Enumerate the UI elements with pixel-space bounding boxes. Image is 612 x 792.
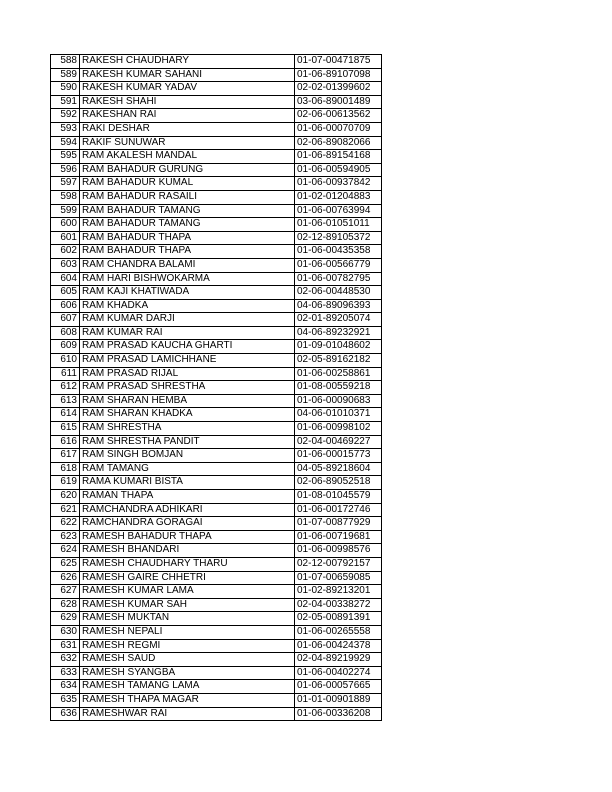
table-row [51, 394, 382, 408]
name-cell: RAM CHANDRA BALAMI [80, 258, 295, 272]
serial-number-cell: 610 [51, 354, 80, 368]
id-number-cell: 01-06-00782795 [295, 272, 382, 286]
serial-number-cell: 595 [51, 150, 80, 164]
serial-number-cell: 590 [51, 82, 80, 96]
id-number-cell: 02-06-89082066 [295, 136, 382, 150]
name-cell: RAM BAHADUR TAMANG [80, 204, 295, 218]
table-row [51, 190, 382, 204]
id-number-cell: 04-06-89232921 [295, 326, 382, 340]
table-row [51, 693, 382, 707]
id-number-cell: 01-06-00937842 [295, 177, 382, 191]
name-cell: RAM BAHADUR TAMANG [80, 218, 295, 232]
serial-number-cell: 621 [51, 503, 80, 517]
name-cell: RAKI DESHAR [80, 122, 295, 136]
id-number-cell: 02-05-89162182 [295, 354, 382, 368]
table-row [51, 55, 382, 69]
table-row [51, 354, 382, 368]
serial-number-cell: 602 [51, 245, 80, 259]
serial-number-cell: 627 [51, 585, 80, 599]
table-row [51, 122, 382, 136]
name-cell: RAM BAHADUR THAPA [80, 231, 295, 245]
name-cell: RAM SHARAN HEMBA [80, 394, 295, 408]
table-row [51, 680, 382, 694]
serial-number-cell: 594 [51, 136, 80, 150]
table-row [51, 625, 382, 639]
id-number-cell: 02-06-00448530 [295, 286, 382, 300]
id-number-cell: 01-06-00719681 [295, 530, 382, 544]
name-cell: RAKESH SHAHI [80, 95, 295, 109]
name-cell: RAMESH NEPALI [80, 625, 295, 639]
id-number-cell: 03-06-89001489 [295, 95, 382, 109]
table-row [51, 231, 382, 245]
id-number-cell: 02-02-01399602 [295, 82, 382, 96]
table-row [51, 326, 382, 340]
serial-number-cell: 617 [51, 449, 80, 463]
roster-table [50, 54, 382, 721]
id-number-cell: 01-06-00057665 [295, 680, 382, 694]
id-number-cell: 01-07-00877929 [295, 517, 382, 531]
table-row [51, 95, 382, 109]
table-row [51, 245, 382, 259]
id-number-cell: 02-12-00792157 [295, 557, 382, 571]
name-cell: RAMESH GAIRE CHHETRI [80, 571, 295, 585]
table-row [51, 82, 382, 96]
name-cell: RAKESH CHAUDHARY [80, 55, 295, 69]
name-cell: RAMESH SYANGBA [80, 666, 295, 680]
id-number-cell: 02-06-00613562 [295, 109, 382, 123]
table-row [51, 150, 382, 164]
name-cell: RAM BAHADUR KUMAL [80, 177, 295, 191]
id-number-cell: 01-08-01045579 [295, 490, 382, 504]
id-number-cell: 01-06-01051011 [295, 218, 382, 232]
serial-number-cell: 635 [51, 693, 80, 707]
id-number-cell: 01-06-00763994 [295, 204, 382, 218]
table-row [51, 340, 382, 354]
table-row [51, 557, 382, 571]
serial-number-cell: 616 [51, 435, 80, 449]
serial-number-cell: 619 [51, 476, 80, 490]
id-number-cell: 01-06-00435358 [295, 245, 382, 259]
serial-number-cell: 618 [51, 462, 80, 476]
table-row [51, 408, 382, 422]
roster-table-body [51, 55, 382, 721]
id-number-cell: 01-06-00265558 [295, 625, 382, 639]
id-number-cell: 01-07-00471875 [295, 55, 382, 69]
table-row [51, 258, 382, 272]
serial-number-cell: 605 [51, 286, 80, 300]
serial-number-cell: 603 [51, 258, 80, 272]
table-row [51, 204, 382, 218]
name-cell: RAM SHRESTHA PANDIT [80, 435, 295, 449]
serial-number-cell: 599 [51, 204, 80, 218]
id-number-cell: 01-06-00566779 [295, 258, 382, 272]
serial-number-cell: 592 [51, 109, 80, 123]
table-row [51, 367, 382, 381]
table-row [51, 598, 382, 612]
name-cell: RAM TAMANG [80, 462, 295, 476]
serial-number-cell: 630 [51, 625, 80, 639]
serial-number-cell: 626 [51, 571, 80, 585]
serial-number-cell: 613 [51, 394, 80, 408]
name-cell: RAMAN THAPA [80, 490, 295, 504]
table-row [51, 136, 382, 150]
id-number-cell: 01-06-00402274 [295, 666, 382, 680]
table-row [51, 109, 382, 123]
id-number-cell: 04-06-01010371 [295, 408, 382, 422]
serial-number-cell: 633 [51, 666, 80, 680]
name-cell: RAMESH MUKTAN [80, 612, 295, 626]
id-number-cell: 02-06-89052518 [295, 476, 382, 490]
table-row [51, 490, 382, 504]
serial-number-cell: 608 [51, 326, 80, 340]
id-number-cell: 01-01-00901889 [295, 693, 382, 707]
name-cell: RAMESH BHANDARI [80, 544, 295, 558]
serial-number-cell: 634 [51, 680, 80, 694]
name-cell: RAKESH KUMAR SAHANI [80, 68, 295, 82]
table-row [51, 530, 382, 544]
name-cell: RAM BAHADUR THAPA [80, 245, 295, 259]
table-row [51, 462, 382, 476]
table-row [51, 68, 382, 82]
serial-number-cell: 629 [51, 612, 80, 626]
id-number-cell: 01-06-00258861 [295, 367, 382, 381]
name-cell: RAM KHADKA [80, 299, 295, 313]
id-number-cell: 01-06-00424378 [295, 639, 382, 653]
table-row [51, 449, 382, 463]
id-number-cell: 01-06-00090683 [295, 394, 382, 408]
serial-number-cell: 636 [51, 707, 80, 721]
table-row [51, 653, 382, 667]
id-number-cell: 02-05-00891391 [295, 612, 382, 626]
name-cell: RAM PRASAD LAMICHHANE [80, 354, 295, 368]
id-number-cell: 01-06-00998576 [295, 544, 382, 558]
id-number-cell: 01-06-89107098 [295, 68, 382, 82]
id-number-cell: 01-02-01204883 [295, 190, 382, 204]
name-cell: RAM KUMAR DARJI [80, 313, 295, 327]
serial-number-cell: 612 [51, 381, 80, 395]
name-cell: RAM SHARAN KHADKA [80, 408, 295, 422]
serial-number-cell: 601 [51, 231, 80, 245]
id-number-cell: 02-04-00338272 [295, 598, 382, 612]
table-row [51, 313, 382, 327]
name-cell: RAM SINGH BOMJAN [80, 449, 295, 463]
name-cell: RAMA KUMARI BISTA [80, 476, 295, 490]
name-cell: RAM BAHADUR RASAILI [80, 190, 295, 204]
table-row [51, 422, 382, 436]
name-cell: RAMESH REGMI [80, 639, 295, 653]
name-cell: RAM AKALESH MANDAL [80, 150, 295, 164]
id-number-cell: 01-06-00070709 [295, 122, 382, 136]
serial-number-cell: 600 [51, 218, 80, 232]
serial-number-cell: 631 [51, 639, 80, 653]
table-row [51, 435, 382, 449]
name-cell: RAMESH KUMAR LAMA [80, 585, 295, 599]
id-number-cell: 01-02-89213201 [295, 585, 382, 599]
table-row [51, 286, 382, 300]
serial-number-cell: 620 [51, 490, 80, 504]
name-cell: RAMESH TAMANG LAMA [80, 680, 295, 694]
serial-number-cell: 609 [51, 340, 80, 354]
name-cell: RAKIF SUNUWAR [80, 136, 295, 150]
serial-number-cell: 607 [51, 313, 80, 327]
name-cell: RAMESH CHAUDHARY THARU [80, 557, 295, 571]
serial-number-cell: 623 [51, 530, 80, 544]
table-row [51, 299, 382, 313]
name-cell: RAMESHWAR RAI [80, 707, 295, 721]
name-cell: RAM BAHADUR GURUNG [80, 163, 295, 177]
id-number-cell: 01-06-00594905 [295, 163, 382, 177]
table-row [51, 707, 382, 721]
table-row [51, 272, 382, 286]
serial-number-cell: 611 [51, 367, 80, 381]
serial-number-cell: 628 [51, 598, 80, 612]
name-cell: RAM KUMAR RAI [80, 326, 295, 340]
serial-number-cell: 604 [51, 272, 80, 286]
serial-number-cell: 591 [51, 95, 80, 109]
name-cell: RAMESH SAUD [80, 653, 295, 667]
name-cell: RAM HARI BISHWOKARMA [80, 272, 295, 286]
table-row [51, 476, 382, 490]
serial-number-cell: 588 [51, 55, 80, 69]
id-number-cell: 01-06-89154168 [295, 150, 382, 164]
id-number-cell: 01-07-00659085 [295, 571, 382, 585]
id-number-cell: 02-01-89205074 [295, 313, 382, 327]
serial-number-cell: 593 [51, 122, 80, 136]
table-row [51, 585, 382, 599]
name-cell: RAKESH KUMAR YADAV [80, 82, 295, 96]
name-cell: RAMESH KUMAR SAH [80, 598, 295, 612]
table-row [51, 666, 382, 680]
table-row [51, 639, 382, 653]
serial-number-cell: 597 [51, 177, 80, 191]
name-cell: RAKESHAN RAI [80, 109, 295, 123]
serial-number-cell: 625 [51, 557, 80, 571]
serial-number-cell: 614 [51, 408, 80, 422]
table-row [51, 517, 382, 531]
serial-number-cell: 632 [51, 653, 80, 667]
serial-number-cell: 589 [51, 68, 80, 82]
name-cell: RAM PRASAD KAUCHA GHARTI [80, 340, 295, 354]
name-cell: RAMCHANDRA ADHIKARI [80, 503, 295, 517]
table-row [51, 177, 382, 191]
id-number-cell: 04-05-89218604 [295, 462, 382, 476]
serial-number-cell: 615 [51, 422, 80, 436]
id-number-cell: 01-06-00336208 [295, 707, 382, 721]
table-row [51, 612, 382, 626]
serial-number-cell: 622 [51, 517, 80, 531]
id-number-cell: 02-12-89105372 [295, 231, 382, 245]
id-number-cell: 01-06-00998102 [295, 422, 382, 436]
serial-number-cell: 598 [51, 190, 80, 204]
table-row [51, 163, 382, 177]
name-cell: RAMCHANDRA GORAGAI [80, 517, 295, 531]
id-number-cell: 04-06-89096393 [295, 299, 382, 313]
name-cell: RAMESH BAHADUR THAPA [80, 530, 295, 544]
table-row [51, 571, 382, 585]
table-row [51, 381, 382, 395]
id-number-cell: 02-04-89219929 [295, 653, 382, 667]
serial-number-cell: 624 [51, 544, 80, 558]
name-cell: RAM KAJI KHATIWADA [80, 286, 295, 300]
id-number-cell: 01-08-00559218 [295, 381, 382, 395]
table-row [51, 544, 382, 558]
id-number-cell: 01-06-00172746 [295, 503, 382, 517]
name-cell: RAMESH THAPA MAGAR [80, 693, 295, 707]
id-number-cell: 01-06-00015773 [295, 449, 382, 463]
name-cell: RAM PRASAD SHRESTHA [80, 381, 295, 395]
table-row [51, 218, 382, 232]
serial-number-cell: 606 [51, 299, 80, 313]
id-number-cell: 01-09-01048602 [295, 340, 382, 354]
id-number-cell: 02-04-00469227 [295, 435, 382, 449]
name-cell: RAM SHRESTHA [80, 422, 295, 436]
serial-number-cell: 596 [51, 163, 80, 177]
name-cell: RAM PRASAD RIJAL [80, 367, 295, 381]
table-row [51, 503, 382, 517]
